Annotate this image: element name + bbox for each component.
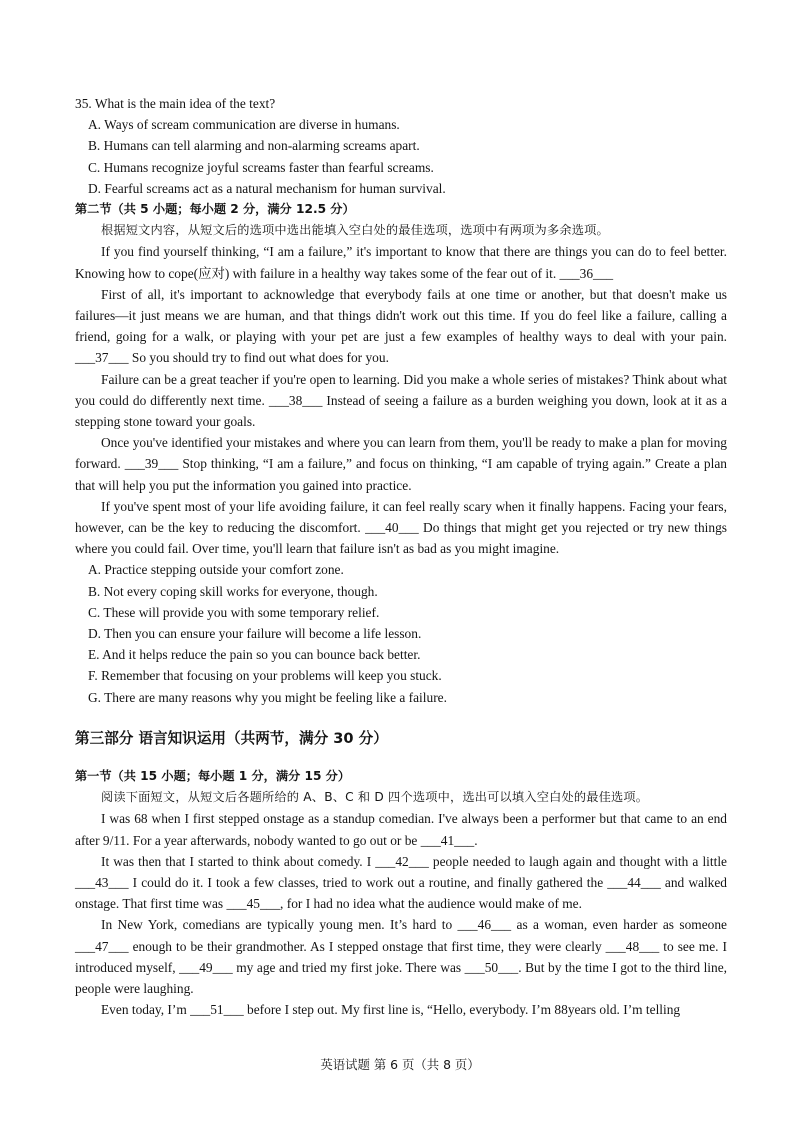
exam-page	[75, 93, 727, 1020]
section-2-heading: 第二节（共 5 小题；每小题 2 分，满分 12.5 分）	[75, 202, 355, 217]
question-35-option: A. Ways of scream communication are diverse in humans.	[88, 117, 400, 133]
question-35-option: C. Humans recognize joyful screams faster than fearful screams.	[88, 159, 434, 175]
answer-choice: E. And it helps reduce the pain so you can bounce back better.	[88, 647, 421, 663]
answer-choice: G. There are many reasons why you might be feeling like a failure.	[88, 689, 447, 705]
answer-choice: F. Remember that focusing on your problems will keep you stuck.	[88, 668, 442, 684]
answer-choice: C. These will provide you with some temporary relief.	[88, 604, 380, 620]
section-1-instruction: 阅读下面短文，从短文后各题所给的 A、B、C 和 D 四个选项中，选出可以填入空白处的最佳选项。	[101, 790, 649, 805]
passage-paragraph: Failure can be a great teacher if you're open to learning. Did you make a whole series of mistakes? Think about what you could do differently next time. ___38___ Instead of seeing a failure as a burden weighing you down, look at it as a stepping stone toward your goals.	[75, 371, 727, 430]
answer-choice: A. Practice stepping outside your comfort zone.	[88, 562, 344, 578]
section-1-heading: 第一节（共 15 小题；每小题 1 分，满分 15 分）	[75, 768, 351, 783]
question-35-option: D. Fearful screams act as a natural mechanism for human survival.	[88, 180, 446, 196]
passage-paragraph: Once you've identified your mistakes and where you can learn from them, you'll be ready to make a plan for moving forward. ___39___ Stop thinking, “I am a failure,” and focus on thinking, “I am capable of trying again.” Create a plan that will help you put the information you gained into practice.	[75, 435, 727, 493]
cloze-paragraph: It was then that I started to think about comedy. I ___42___ people needed to laugh again and thought with a little ___43___ I could do it. I took a few classes, tried to work out a routine, and finally gathered the ___44___ and walked onstage. That first time was ___45___, for I had no idea what the audience would make of me.	[75, 853, 727, 912]
cloze-paragraph: I was 68 when I first stepped onstage as a standup comedian. I've always been a performer but that came to an end after 9/11. For a year afterwards, nobody wanted to go out or be ___41___.	[75, 811, 727, 848]
question-35-option: B. Humans can tell alarming and non-alarming screams apart.	[88, 138, 420, 154]
cloze-paragraph: In New York, comedians are typically young men. It’s hard to ___46___ as a woman, even harder as someone ___47___ enough to be their grandmother. As I stepped onstage that first time, they were clearly ___48___ to see me. I introduced myself, ___49___ my age and tried my first joke. There was ___50___. But by the time I got to the third line, people were laughing.	[75, 917, 727, 996]
section-2-instruction: 根据短文内容，从短文后的选项中选出能填入空白处的最佳选项，选项中有两项为多余选项。	[101, 223, 609, 238]
passage-paragraph: First of all, it's important to acknowledge that everybody fails at one time or another, but that doesn't make us failures—it just means we are human, and that things didn't work out this time. If you do feel like a failure, calling a friend, going for a walk, or playing with your pet are just a few examples of healthy ways to deal with your pain. ___37___ So you should try to find out what does for you.	[75, 286, 727, 366]
answer-choice: B. Not every coping skill works for everyone, though.	[88, 583, 378, 599]
passage-paragraph: If you've spent most of your life avoiding failure, it can feel really scary when it finally happens. Facing your fears, however, can be the key to reducing the discomfort. ___40___ Do things that might get you rejected or try new things where you could fail. Over time, you'll learn that failure isn't as bad as you might imagine.	[75, 498, 727, 557]
question-35-stem: 35. What is the main idea of the text?	[75, 96, 276, 111]
answer-choice: D. Then you can ensure your failure will become a life lesson.	[88, 626, 422, 642]
cloze-paragraph: Even today, I’m ___51___ before I step out. My first line is, “Hello, everybody. I’m 88years old. I’m telling	[101, 1002, 681, 1018]
part-3-heading: 第三部分 语言知识运用（共两节，满分 30 分）	[75, 729, 388, 747]
passage-paragraph: If you find yourself thinking, “I am a failure,” it's important to know that there are things you can do to feel better. Knowing how to cope(应对) with failure in a healthy way takes some of the fear out of it. ___36___	[75, 244, 727, 281]
page-footer: 英语试题 第 6 页（共 8 页）	[320, 1057, 480, 1072]
